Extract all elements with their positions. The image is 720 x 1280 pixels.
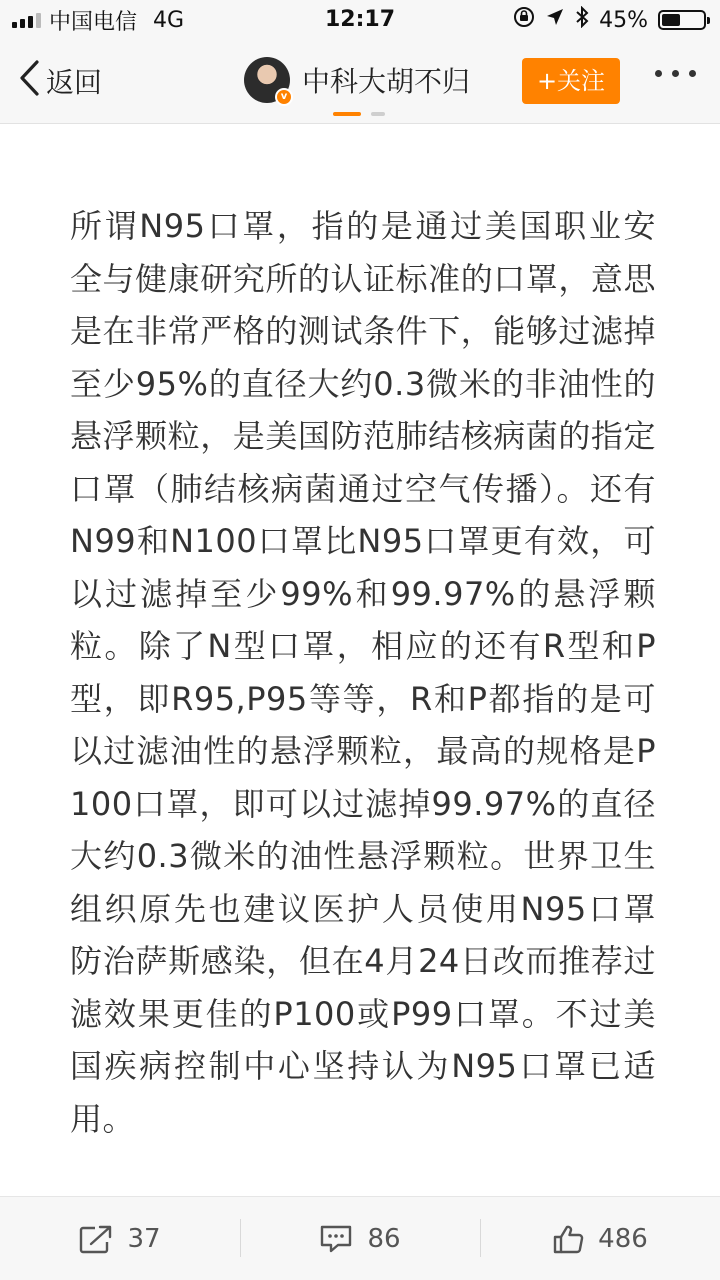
page-indicator-active: [333, 112, 361, 116]
network-type: 4G: [153, 7, 185, 33]
like-button[interactable]: [480, 1197, 720, 1280]
repost-count: 37: [127, 1223, 161, 1254]
page-indicator-inactive: [371, 112, 385, 116]
chevron-left-icon: [18, 60, 40, 103]
ellipsis-icon: [655, 70, 696, 77]
verified-badge-icon: v: [275, 88, 293, 106]
article-body: 所谓N95口罩，指的是通过美国职业安全与健康研究所的认证标准的口罩，意思是在非常严格的测试条件下，能够过滤掉至少95%的直径大约0.3微米的非油性的悬浮颗粒，是美国防范肺结核病菌的指定口罩（肺结核病菌通过空气传播）。还有N99和N100口罩比N95口罩更有效，可以过滤掉至少99%和99.97%的悬浮颗粒。除了N型口罩，相应的还有R型和P型，即R95,P95等等，R和P都指的是可以过滤油性的悬浮颗粒，最高的规格是P100口罩，即可以过滤掉99.97%的直径大约0.3微米的油性悬浮颗粒。世界卫生组织原先也建议医护人员使用N95口罩防治萨斯感染，但在4月24日改而推荐过滤效果更佳的P100或P99口罩。不过美国疾病控制中心坚持认为N95口罩已适用。: [70, 207, 656, 1138]
status-bar: [0, 0, 720, 40]
user-profile-link[interactable]: [244, 56, 470, 104]
back-button[interactable]: [18, 58, 102, 104]
repost-button[interactable]: [0, 1197, 240, 1280]
bottom-action-bar: [0, 1196, 720, 1280]
avatar[interactable]: [244, 57, 290, 103]
more-options-button[interactable]: [655, 70, 696, 77]
status-right: [513, 0, 706, 40]
bluetooth-icon: [575, 6, 589, 34]
comment-button[interactable]: [240, 1197, 480, 1280]
follow-button[interactable]: +关注: [522, 58, 620, 104]
comment-count: 86: [367, 1223, 401, 1254]
thumbs-up-icon: [552, 1224, 584, 1254]
battery-percent: 45%: [599, 7, 648, 33]
user-name[interactable]: 中科大胡不归: [302, 65, 471, 98]
carrier-name: 中国电信: [49, 9, 138, 35]
orientation-lock-icon: [513, 6, 535, 34]
page-indicator: [333, 112, 385, 116]
back-label: 返回: [46, 66, 103, 99]
battery-icon: [658, 10, 706, 30]
like-count: 486: [598, 1223, 648, 1254]
share-arrow-icon: [79, 1224, 113, 1254]
comment-bubble-icon: [319, 1224, 353, 1254]
navigation-bar: [0, 40, 720, 124]
location-arrow-icon: [545, 7, 565, 33]
clock: 12:17: [324, 7, 396, 32]
